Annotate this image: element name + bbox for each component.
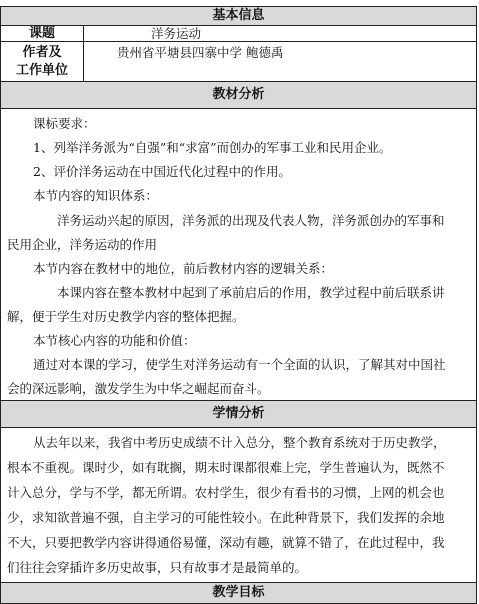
- material-line: 本课内容在整本教材中起到了承前启后的作用，教学过程中前后联系讲: [57, 285, 445, 300]
- material-analysis-content: [0, 108, 477, 401]
- material-line: 通过对本课的学习，使学生对洋务运动有一个全面的认识，了解其对中国社: [33, 357, 446, 372]
- student-line: 计入总分，学与不学，都无所谓。农村学生，很少有看书的习惯，上网的机会也: [7, 485, 445, 500]
- section-header-basic-info: 基本信息: [0, 6, 477, 26]
- topic-label: 课题: [28, 26, 55, 41]
- author-label-line2: 工作单位: [15, 63, 68, 78]
- student-analysis-content: [0, 427, 477, 583]
- material-line: 课标要求：: [33, 116, 96, 131]
- material-line: 会的深远影响，激发学生为中华之崛起而奋斗。: [7, 381, 270, 396]
- section-header-material-analysis: 教材分析: [0, 81, 477, 109]
- material-line: 洋务运动兴起的原因，洋务派的出现及代表人物，洋务派创办的军事和: [57, 213, 445, 228]
- student-line: 不大，只要把教学内容讲得通俗易懂，深动有趣，就算不错了，在此过程中，我: [7, 535, 445, 550]
- material-line: 民用企业，洋务运动的作用: [7, 237, 158, 252]
- section-header-teaching-goal: 教学目标: [0, 582, 477, 604]
- topic-row: [0, 25, 477, 42]
- material-line: 1、列举洋务派为“自强”和“求富”而创办的军事工业和民用企业。: [33, 140, 392, 155]
- author-label-line1: 作者及: [22, 45, 62, 60]
- material-line: 本节内容的知识体系：: [33, 188, 159, 203]
- author-row: [0, 41, 477, 82]
- student-line: 少，求知欲普遍不强，自主学习的可能性较小。在此种背景下，我们发挥的余地: [7, 510, 445, 525]
- material-line: 本节核心内容的功能和价值：: [33, 333, 196, 348]
- topic-value: 洋务运动: [151, 26, 202, 41]
- material-line: 本节内容在教材中的地位，前后教材内容的逻辑关系：: [33, 261, 334, 276]
- student-line: 根本不重视。课时少，如有耽搁，期末时课都很难上完，学生普遍认为，既然不: [7, 460, 445, 475]
- material-line: 解，便于学生对历史教学内容的整体把握。: [7, 309, 245, 324]
- material-line: 2、评价洋务运动在中国近代化过程中的作用。: [33, 164, 291, 179]
- student-line: 从去年以来，我省中考历史成绩不计入总分，整个教育系统对于历史教学，: [33, 435, 446, 450]
- student-line: 们往往会穿插许多历史故事，只有故事才是最简单的。: [7, 560, 308, 575]
- author-value: 贵州省平塘县四寨中学 鲍德禹: [117, 45, 284, 60]
- section-header-student-analysis: 学情分析: [0, 400, 477, 428]
